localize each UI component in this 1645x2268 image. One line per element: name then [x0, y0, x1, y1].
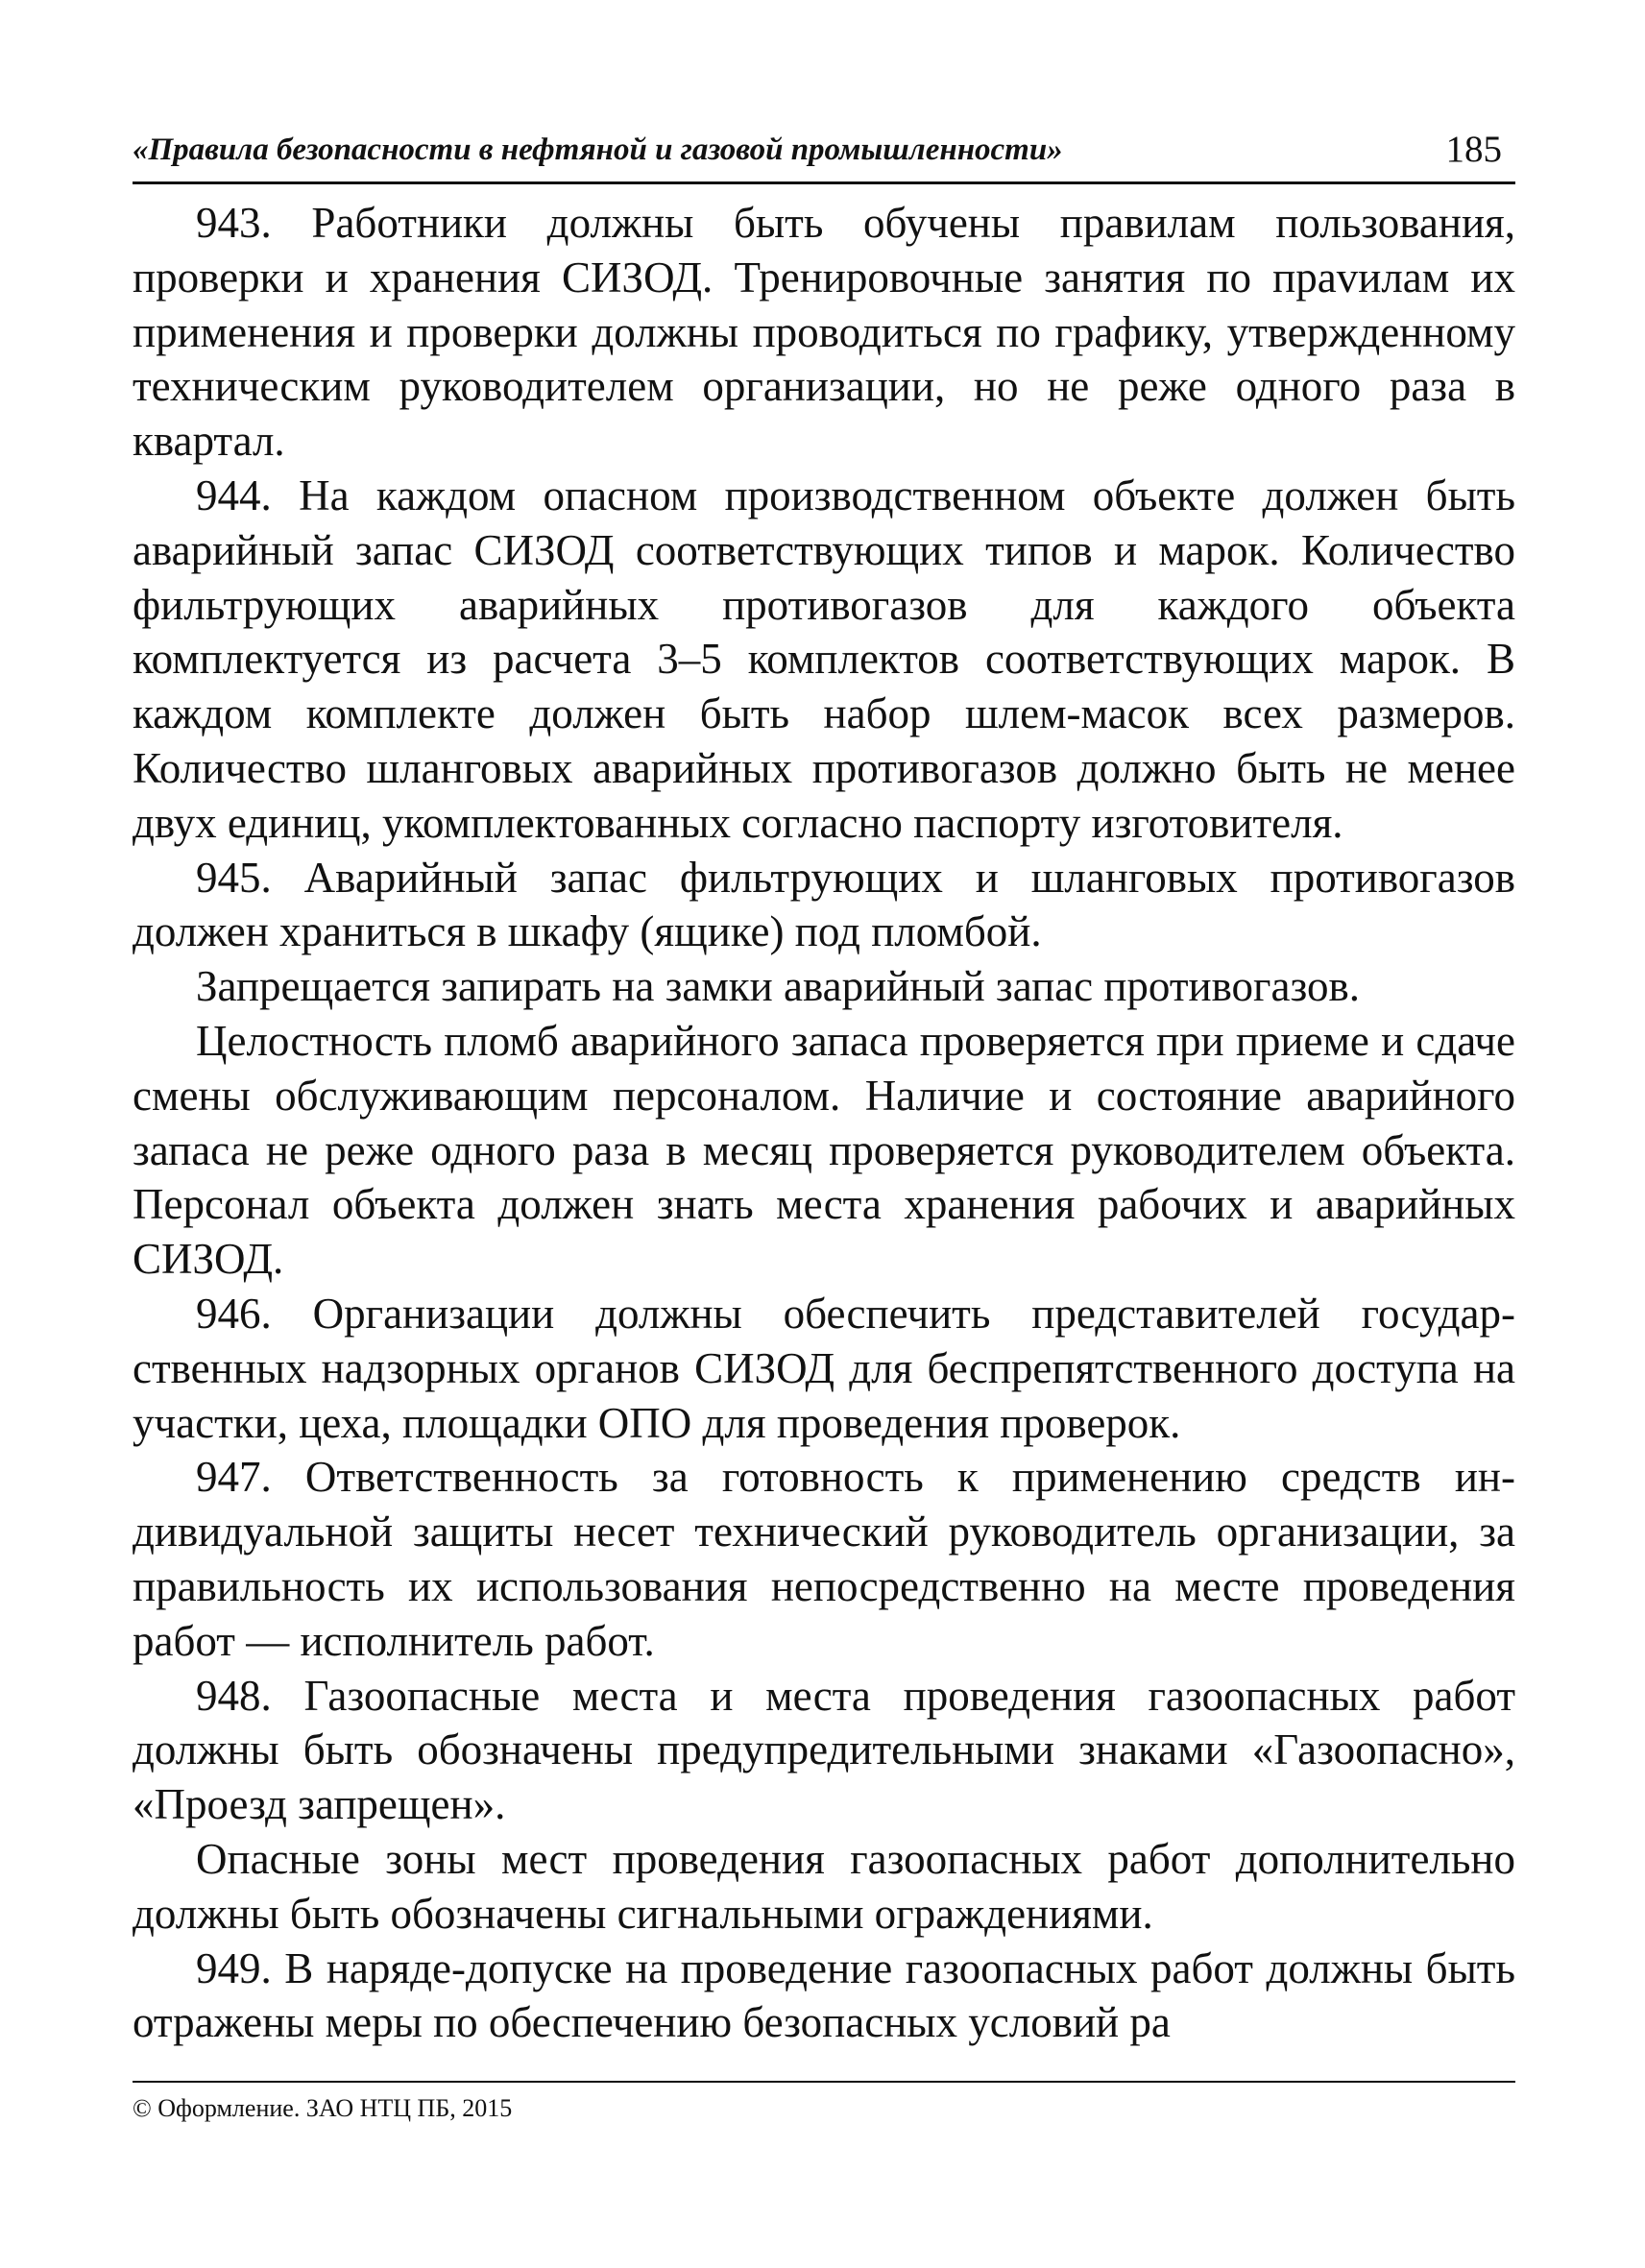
header-rule [133, 181, 1515, 184]
body-text [133, 196, 1515, 2050]
paragraph-943: 943. Работники должны быть обучены правилам пользования, проверки и хранения СИЗОД. Тренировочные занятия по праvилам их применения и проверки должны проводиться по графику, утвержденному техническим руководителем организации, но не реже одного раза в квартал. [133, 199, 1515, 466]
running-title: «Правила безопасности в нефтяной и газовой промышленности» [133, 133, 1063, 167]
paragraph-949: 949. В наряде-допуске на проведение газоопасных работ должны быть отражены меры по обеспечению безопасных условий ра [133, 1943, 1515, 2047]
paragraph-945: 945. Аварийный запас фильтрующих и шланговых противогазов должен храниться в шкафу (ящике) под пломбой. [133, 853, 1515, 956]
paragraph-945-lock-prohibition: Запрещается запирать на замки аварийный запас противогазов. [196, 962, 1360, 1011]
footer-rule [133, 2081, 1515, 2083]
paragraph-948: 948. Газоопасные места и места проведения газоопасных работ должны быть обозначены предупредительными знаками «Газоопасно», «Проезд запрещен». [133, 1671, 1515, 1829]
footer-copyright: © Оформление. ЗАО НТЦ ПБ, 2015 [133, 2094, 513, 2122]
paragraph-944: 944. На каждом опасном производственном объекте должен быть аварийный запас СИЗОД соответствующих типов и марок. Количество фильтрующих аварийных противогазов для каждого объекта комплектуется из расчета 3–5 комплектов соответствующих марок. В каждом комплекте должен быть набор шлем-масок всех размеров. Количество шланговых аварийных противогазов должно быть не менее двух единиц, укомплектованных согласно паспорту изготовителя. [133, 470, 1515, 847]
paragraph-947: 947. Ответственность за готовность к применению средств индивидуальной защиты несет технический руководитель организации, за правильность их использования непосредственно на месте проведения работ — исполнитель работ. [133, 1453, 1515, 1665]
paragraph-948-danger-zones: Опасные зоны мест проведения газоопасных работ дополнительно должны быть обозначены сигнальными ограждениями. [133, 1834, 1515, 1938]
running-header [133, 127, 1515, 184]
paragraph-945-seal-check: Целостность пломб аварийного запаса проверяется при приеме и сдаче смены обслуживающим персоналом. Наличие и состояние аварийного запаса не реже одного раза в месяц проверяется руководителем объекта. Персонал объекта должен знать места хранения рабочих и аварийных СИЗОД. [133, 1016, 1515, 1284]
paragraph-946: 946. Организации должны обеспечить представителей государственных надзорных органов СИЗОД для беспрепятственного доступа на участки, цеха, площадки ОПО для проведения проверок. [133, 1289, 1515, 1447]
page-number: 185 [1445, 129, 1502, 170]
